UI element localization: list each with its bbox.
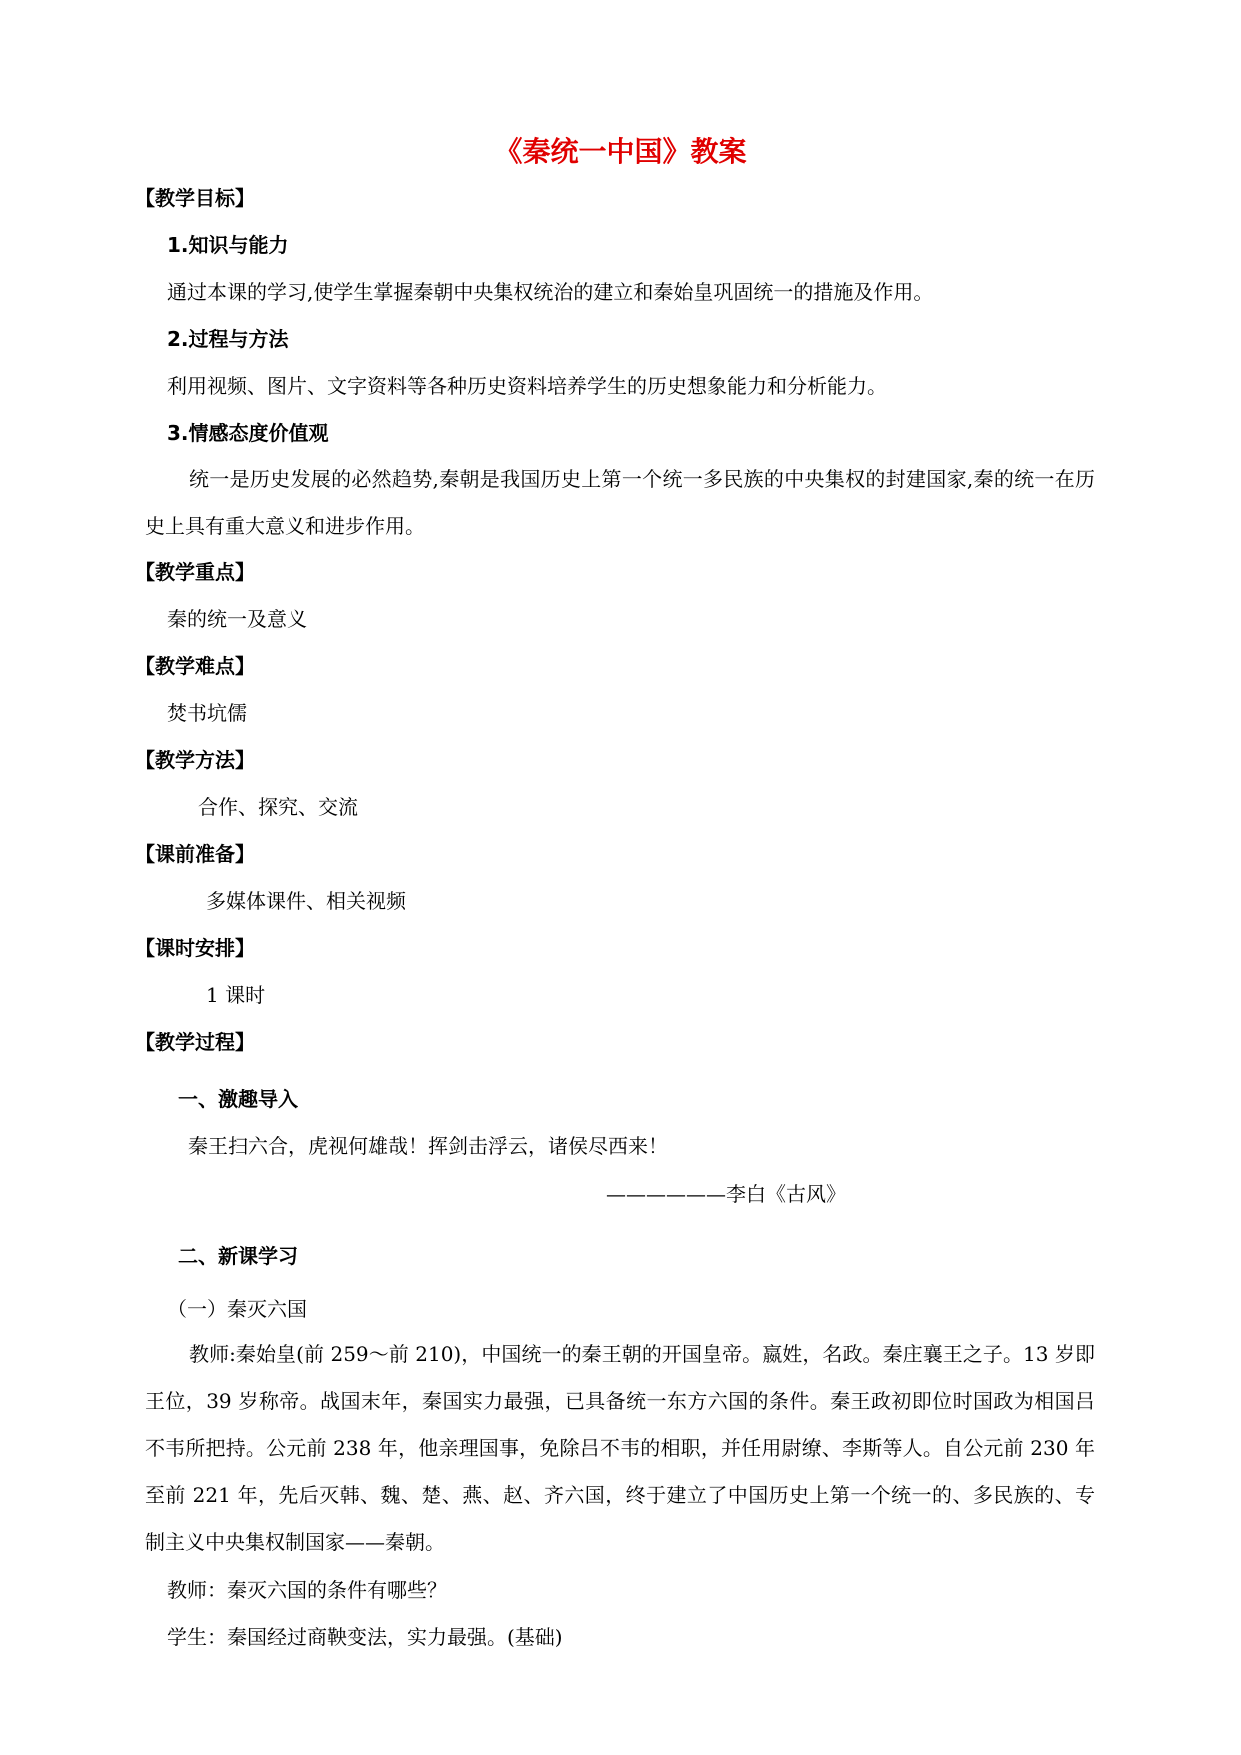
student-answer: 学生：秦国经过商鞅变法，实力最强。(基础) — [167, 1625, 563, 1649]
process-heading: 【教学过程】 — [135, 1030, 255, 1054]
teacher-question: 教师：秦灭六国的条件有哪些？ — [167, 1578, 447, 1602]
emotion-text: 统一是历史发展的必然趋势,秦朝是我国历史上第一个统一多民族的中央集权的封建国家,秦的统一在历史上具有重大意义和进步作用。 — [145, 467, 1095, 538]
key-points-text: 秦的统一及意义 — [167, 607, 307, 631]
difficulties-heading: 【教学难点】 — [135, 654, 255, 678]
intro-heading: 一、激趣导入 — [178, 1087, 298, 1111]
page-title: 《秦统一中国》教案 — [494, 135, 747, 168]
schedule-heading: 【课时安排】 — [135, 936, 255, 960]
schedule-text: 1 课时 — [206, 983, 266, 1007]
poem-source: ——————李白《古风》 — [606, 1182, 846, 1206]
difficulties-text: 焚书坑儒 — [167, 701, 247, 725]
emotion-heading: 3.情感态度价值观 — [167, 421, 329, 445]
methods-heading: 【教学方法】 — [135, 748, 255, 772]
knowledge-text: 通过本课的学习,使学生掌握秦朝中央集权统治的建立和秦始皇巩固统一的措施及作用。 — [167, 280, 934, 304]
process-method-text: 利用视频、图片、文字资料等各种历史资料培养学生的历史想象能力和分析能力。 — [167, 374, 887, 398]
preparation-heading: 【课前准备】 — [135, 842, 255, 866]
objectives-heading: 【教学目标】 — [135, 186, 255, 210]
key-points-heading: 【教学重点】 — [135, 560, 255, 584]
preparation-text: 多媒体课件、相关视频 — [206, 889, 406, 913]
teacher-paragraph: 教师:秦始皇(前 259～前 210)，中国统一的秦王朝的开国皇帝。嬴姓，名政。秦庄襄王之子。13 岁即王位，39 岁称帝。战国末年，秦国实力最强，已具备统一东方六国的条件。秦王政初即位时国政为相国吕不韦所把持。公元前 238 年，他亲理国事，免除吕不韦的相职，并任用尉缭、李斯等人。自公元前 230 年至前 221 年，先后灭韩、魏、楚、燕、赵、齐六国，终于建立了中国历史上第一个统一的、多民族的、专制主义中央集权制国家——秦朝。 — [145, 1342, 1095, 1554]
new-lesson-heading: 二、新课学习 — [178, 1244, 298, 1268]
section-heading-qin-conquest: （一）秦灭六国 — [167, 1297, 307, 1321]
methods-text: 合作、探究、交流 — [198, 795, 358, 819]
knowledge-heading: 1.知识与能力 — [167, 233, 289, 257]
poem-text: 秦王扫六合，虎视何雄哉！挥剑击浮云，诸侯尽西来！ — [188, 1134, 668, 1158]
process-method-heading: 2.过程与方法 — [167, 327, 289, 351]
